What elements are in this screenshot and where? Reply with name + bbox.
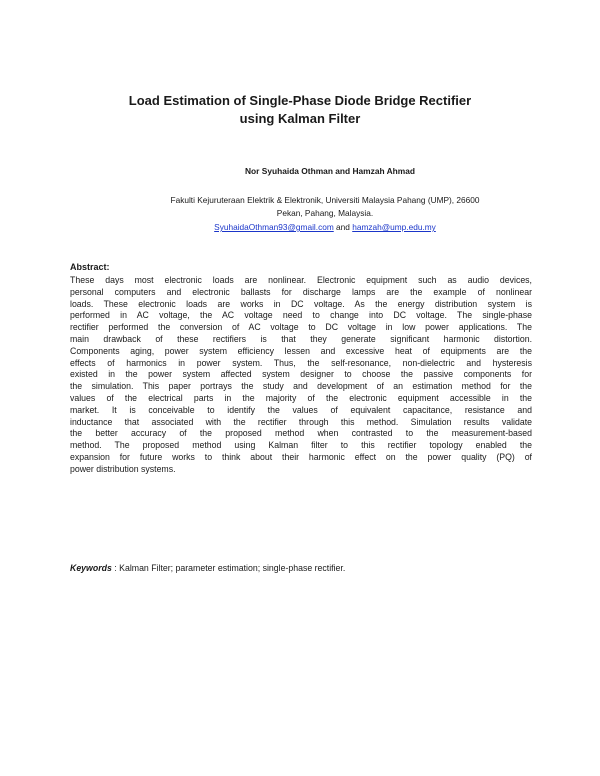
abstract-line: performed in AC voltage, the AC voltage need to change into DC voltage. The single-phase [70, 310, 532, 321]
email-conjunction: and [333, 222, 353, 232]
abstract-line: These days most electronic loads are nonlinear. Electronic equipment such as audio devices, [70, 275, 532, 285]
paper-title-line-1: Load Estimation of Single-Phase Diode Bridge Rectifier [128, 93, 472, 108]
keywords-text: Kalman Filter; parameter estimation; single-phase rectifier. [116, 563, 346, 573]
keywords-line [70, 563, 532, 573]
abstract-line: Components aging, power system efficiency lessen and excessive heat of equipments are the [70, 345, 532, 356]
email-link-2[interactable]: hamzah@ump.edu.my [352, 222, 436, 232]
abstract-line: existed in the power system affected system designer to choose the passive components for [70, 369, 532, 380]
author-affiliation [96, 194, 554, 220]
abstract-line: values of the electrical parts in the majority of the electronic equipment accessible in the [70, 392, 532, 403]
abstract-line: the better accuracy of the proposed method when contrasted to the measurement-based [70, 428, 532, 439]
abstract-line: power distribution systems. [70, 463, 176, 474]
abstract-line: main drawback of these rectifiers is that they generate significant harmonic distortion. [70, 333, 532, 344]
affiliation-line-2: Pekan, Pahang, Malaysia. [276, 208, 374, 218]
abstract-line: loads. These electronic loads are works in DC voltage. As the energy distribution system is [70, 298, 532, 309]
abstract-line: inductance that associated with the rectifier through this method. Simulation results validate [70, 416, 532, 427]
paper-title [60, 92, 540, 128]
abstract-line: the simulation. This paper portrays the study and development of an estimation method for the [70, 381, 532, 392]
keywords-separator: : [111, 563, 117, 573]
abstract-line: method. The proposed method using Kalman filter to this rectifier topology enabled the [70, 440, 532, 451]
paper-title-line-2: using Kalman Filter [239, 111, 361, 126]
keywords-label: Keywords [70, 563, 112, 573]
author-names: Nor Syuhaida Othman and Hamzah Ahmad [244, 166, 415, 176]
abstract-line: market. It is conceivable to identify the values of equivalent capacitance, resistance and [70, 404, 532, 415]
abstract-body [70, 275, 532, 476]
author-emails [96, 221, 554, 233]
abstract-line: effects of harmonics in power system. Thus, the self-resonance, non-dielectric and hysteresis [70, 357, 532, 368]
abstract-heading: Abstract: [70, 262, 110, 272]
abstract-line: personal computers and electronic ballasts for discharge lamps are the example of nonlinear [70, 286, 532, 297]
email-link-1[interactable]: SyuhaidaOthman93@gmail.com [214, 222, 334, 232]
abstract-line: expansion for future works to think about their harmonic effect on the power quality (PQ) of [70, 451, 532, 462]
affiliation-line-1: Fakulti Kejuruteraan Elektrik & Elektronik, Universiti Malaysia Pahang (UMP), 26600 [170, 195, 480, 205]
abstract-line: rectifier performed the conversion of AC voltage to DC voltage in low power applications. The [70, 322, 532, 333]
